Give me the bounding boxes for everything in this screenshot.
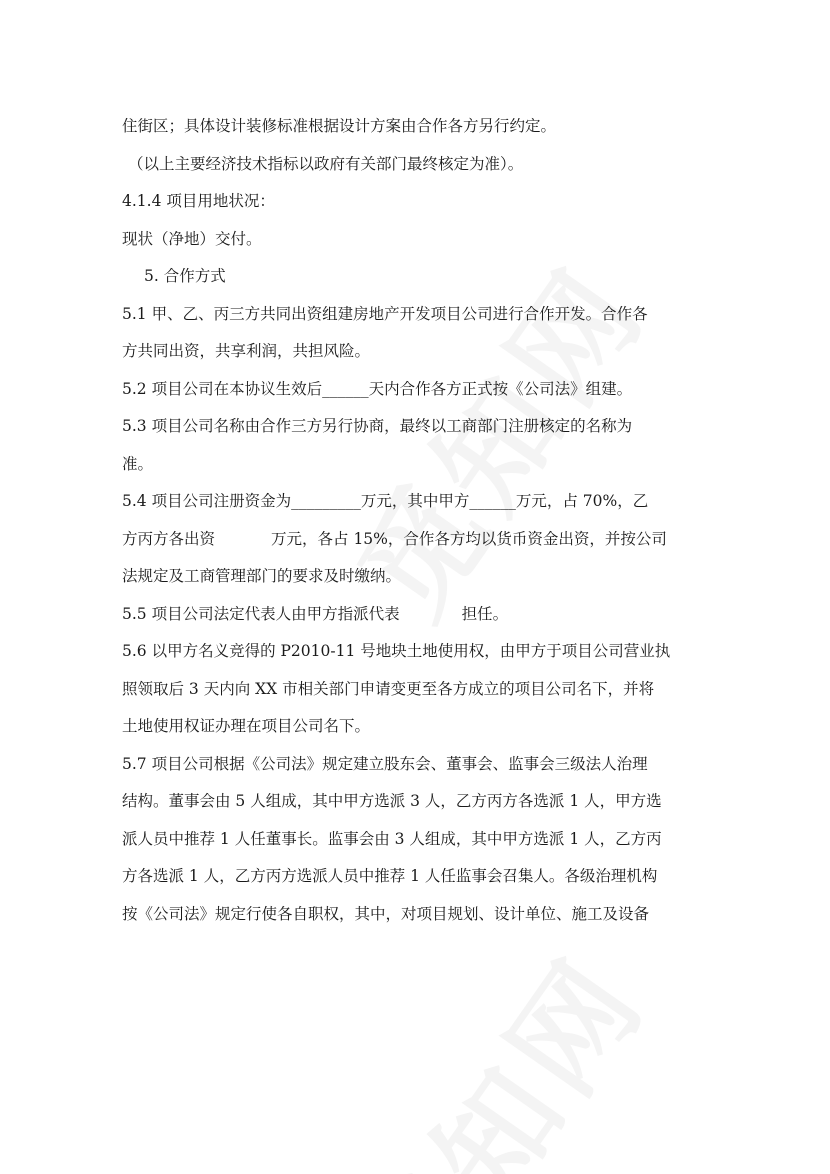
paragraph-line: 准。 (122, 454, 154, 473)
paragraph-line: 土地使用权证办理在项目公司名下。 (122, 717, 371, 735)
text-segment: 万元，各占 15%，合作各方均以货币资金出资，并按公司 (271, 529, 667, 548)
paragraph-line (122, 521, 702, 559)
paragraph-line: 5.3 项目公司名称由合作三方另行协商，最终以工商部门注册核定的名称为 (122, 417, 633, 435)
section-heading: 4.1.4 项目用地状况： (122, 192, 275, 210)
paragraph-line: 派人员中推荐 1 人任董事长。监事会由 3 人组成，其中甲方选派 1 人，乙方丙 (122, 829, 662, 848)
paragraph-line: 5.2 项目公司在本协议生效后______天内合作各方正式按《公司法》组建。 (122, 379, 633, 398)
paragraph-line: 5.4 项目公司注册资金为_________万元，其中甲方______万元，占 70%，乙 (122, 492, 649, 510)
paragraph-line: 按《公司法》规定行使各自职权，其中，对项目规划、设计单位、施工及设备 (122, 904, 650, 923)
paragraph-line: （以上主要经济技术指标以政府有关部门最终核定为准）。 (128, 154, 524, 173)
watermark (313, 917, 678, 1174)
paragraph-line: 照领取后 3 天内向 XX 市相关部门申请变更至各方成立的项目公司名下，并将 (122, 679, 655, 698)
text-segment: 担任。 (461, 604, 509, 623)
paragraph-line: 结构。董事会由 5 人组成，其中甲方选派 3 人，乙方丙方各选派 1 人，甲方选 (122, 792, 662, 810)
document-body (122, 108, 702, 933)
section-heading: 5. 合作方式 (144, 267, 226, 285)
paragraph-line: 方各选派 1 人，乙方丙方选派人员中推荐 1 人任监事会召集人。各级治理机构 (122, 867, 658, 885)
paragraph-line: 5.1 甲、乙、丙三方共同出资组建房地产开发项目公司进行合作开发。合作各 (122, 304, 648, 323)
text-segment: 5.5 项目公司法定代表人由甲方指派代表 (122, 604, 400, 623)
paragraph-line: 方共同出资，共享利润，共担风险。 (122, 342, 371, 360)
paragraph-line: 住街区；具体设计装修标准根据设计方案由合作各方另行约定。 (122, 117, 557, 135)
paragraph-line (122, 596, 702, 634)
paragraph-line: 法规定及工商管理部门的要求及时缴纳。 (122, 567, 402, 585)
text-segment: 方丙方各出资 (122, 529, 216, 548)
paragraph-line: 5.6 以甲方名义竞得的 P2010-11 号地块土地使用权，由甲方于项目公司营业执 (122, 642, 671, 660)
paragraph-line: 5.7 项目公司根据《公司法》规定建立股东会、董事会、监事会三级法人治理 (122, 754, 648, 773)
paragraph-line: 现状（净地）交付。 (122, 229, 262, 248)
